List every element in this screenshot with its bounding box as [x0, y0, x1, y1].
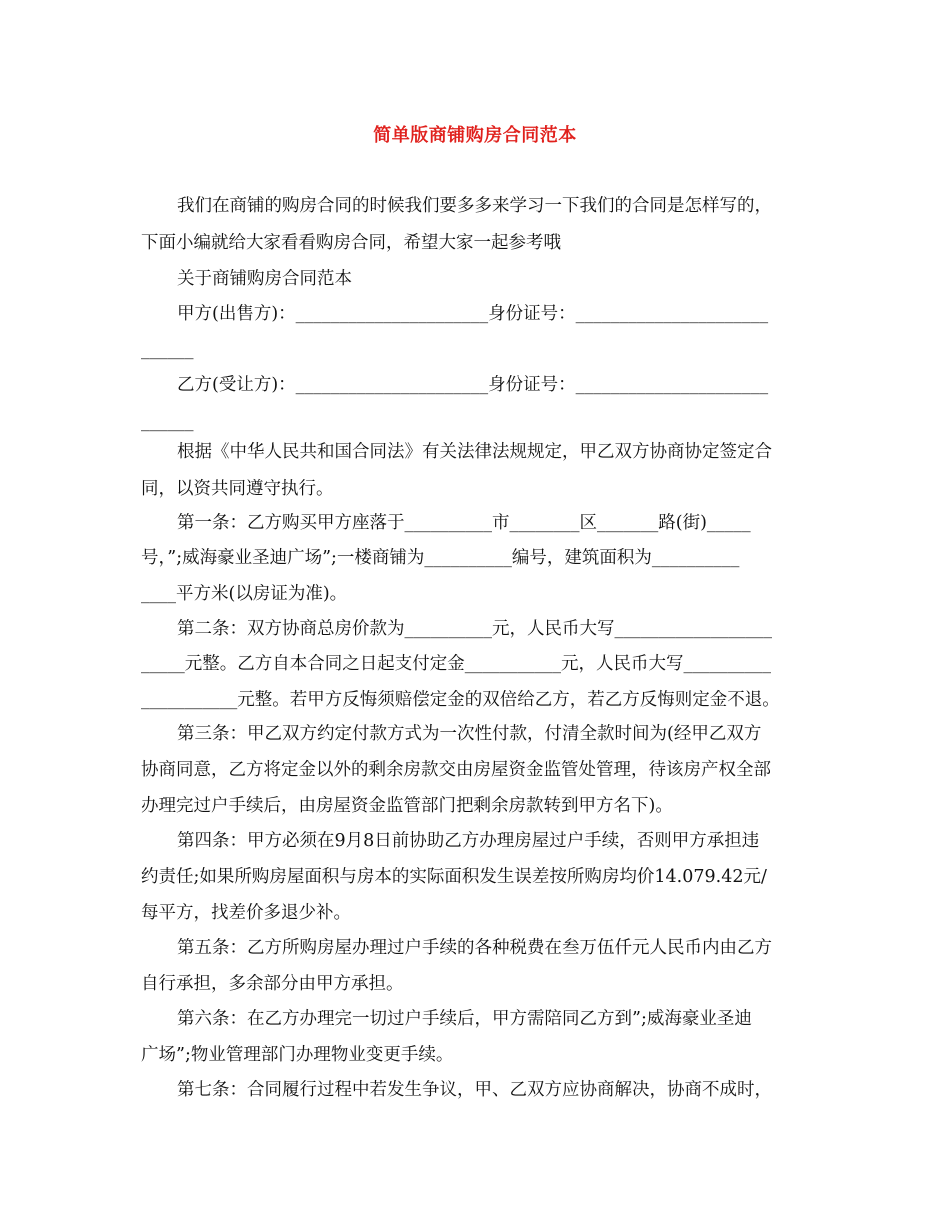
- article-6-line-2: 广场”;物业管理部门办理物业变更手续。: [141, 1045, 454, 1065]
- article-2-line-1: 第二条：双方协商总房价款为__________元，人民币大写__________________: [177, 619, 772, 639]
- preamble-line-1: 根据《中华人民共和国合同法》有关法律法规规定，甲乙双方协商协定签定合: [177, 442, 772, 462]
- section-heading: 关于商铺购房合同范本: [177, 269, 352, 289]
- article-4-line-3: 每平方，找差价多退少补。: [141, 903, 351, 923]
- document-title: 简单版商铺购房合同范本: [373, 125, 577, 146]
- party-b-line: 乙方(受让方)：______________________身份证号：______________________: [177, 375, 769, 395]
- article-7-line-1: 第七条：合同履行过程中若发生争议，甲、乙双方应协商解决，协商不成时，: [177, 1080, 772, 1100]
- article-1-line-2: 号，”;威海豪业圣迪广场”;一楼商铺为__________编号，建筑面积为__________: [141, 548, 740, 568]
- intro-line-2: 下面小编就给大家看看购房合同，希望大家一起参考哦: [141, 233, 561, 253]
- party-a-line: 甲方(出售方)：______________________身份证号：______________________: [177, 304, 769, 324]
- party-b-line-cont: ______: [141, 412, 194, 432]
- article-3-line-3: 办理完过户手续后，由房屋资金监管部门把剩余房款转到甲方名下)。: [141, 796, 673, 816]
- article-3-line-2: 协商同意，乙方将定金以外的剩余房款交由房屋资金监管处管理，待该房产权全部: [141, 760, 771, 780]
- article-4-line-1: 第四条：甲方必须在9月8日前协助乙方办理房屋过户手续，否则甲方承担违: [177, 831, 760, 851]
- intro-line-1: 我们在商铺的购房合同的时候我们要多多来学习一下我们的合同是怎样写的，: [177, 196, 772, 216]
- article-2-line-2: _____元整。乙方自本合同之日起支付定金___________元，人民币大写__________: [141, 654, 771, 674]
- article-2-line-3: ___________元整。若甲方反悔须赔偿定金的双倍给乙方，若乙方反悔则定金不退。: [141, 690, 780, 710]
- article-4-line-2: 约责任;如果所购房屋面积与房本的实际面积发生误差按所购房均价14.079.42元/: [141, 867, 767, 887]
- article-6-line-1: 第六条：在乙方办理完一切过户手续后，甲方需陪同乙方到”;威海豪业圣迪: [177, 1009, 752, 1029]
- article-5-line-2: 自行承担，多余部分由甲方承担。: [141, 974, 404, 994]
- article-1-line-3: ____平方米(以房证为准)。: [141, 584, 348, 604]
- party-a-line-cont: ______: [141, 340, 194, 360]
- article-1-line-1: 第一条：乙方购买甲方座落于__________市________区_______路(街)_____: [177, 513, 751, 533]
- preamble-line-2: 同，以资共同遵守执行。: [141, 479, 334, 499]
- article-5-line-1: 第五条：乙方所购房屋办理过户手续的各种税费在叁万伍仟元人民币内由乙方: [177, 938, 772, 958]
- article-3-line-1: 第三条：甲乙双方约定付款方式为一次性付款，付清全款时间为(经甲乙双方: [177, 724, 762, 744]
